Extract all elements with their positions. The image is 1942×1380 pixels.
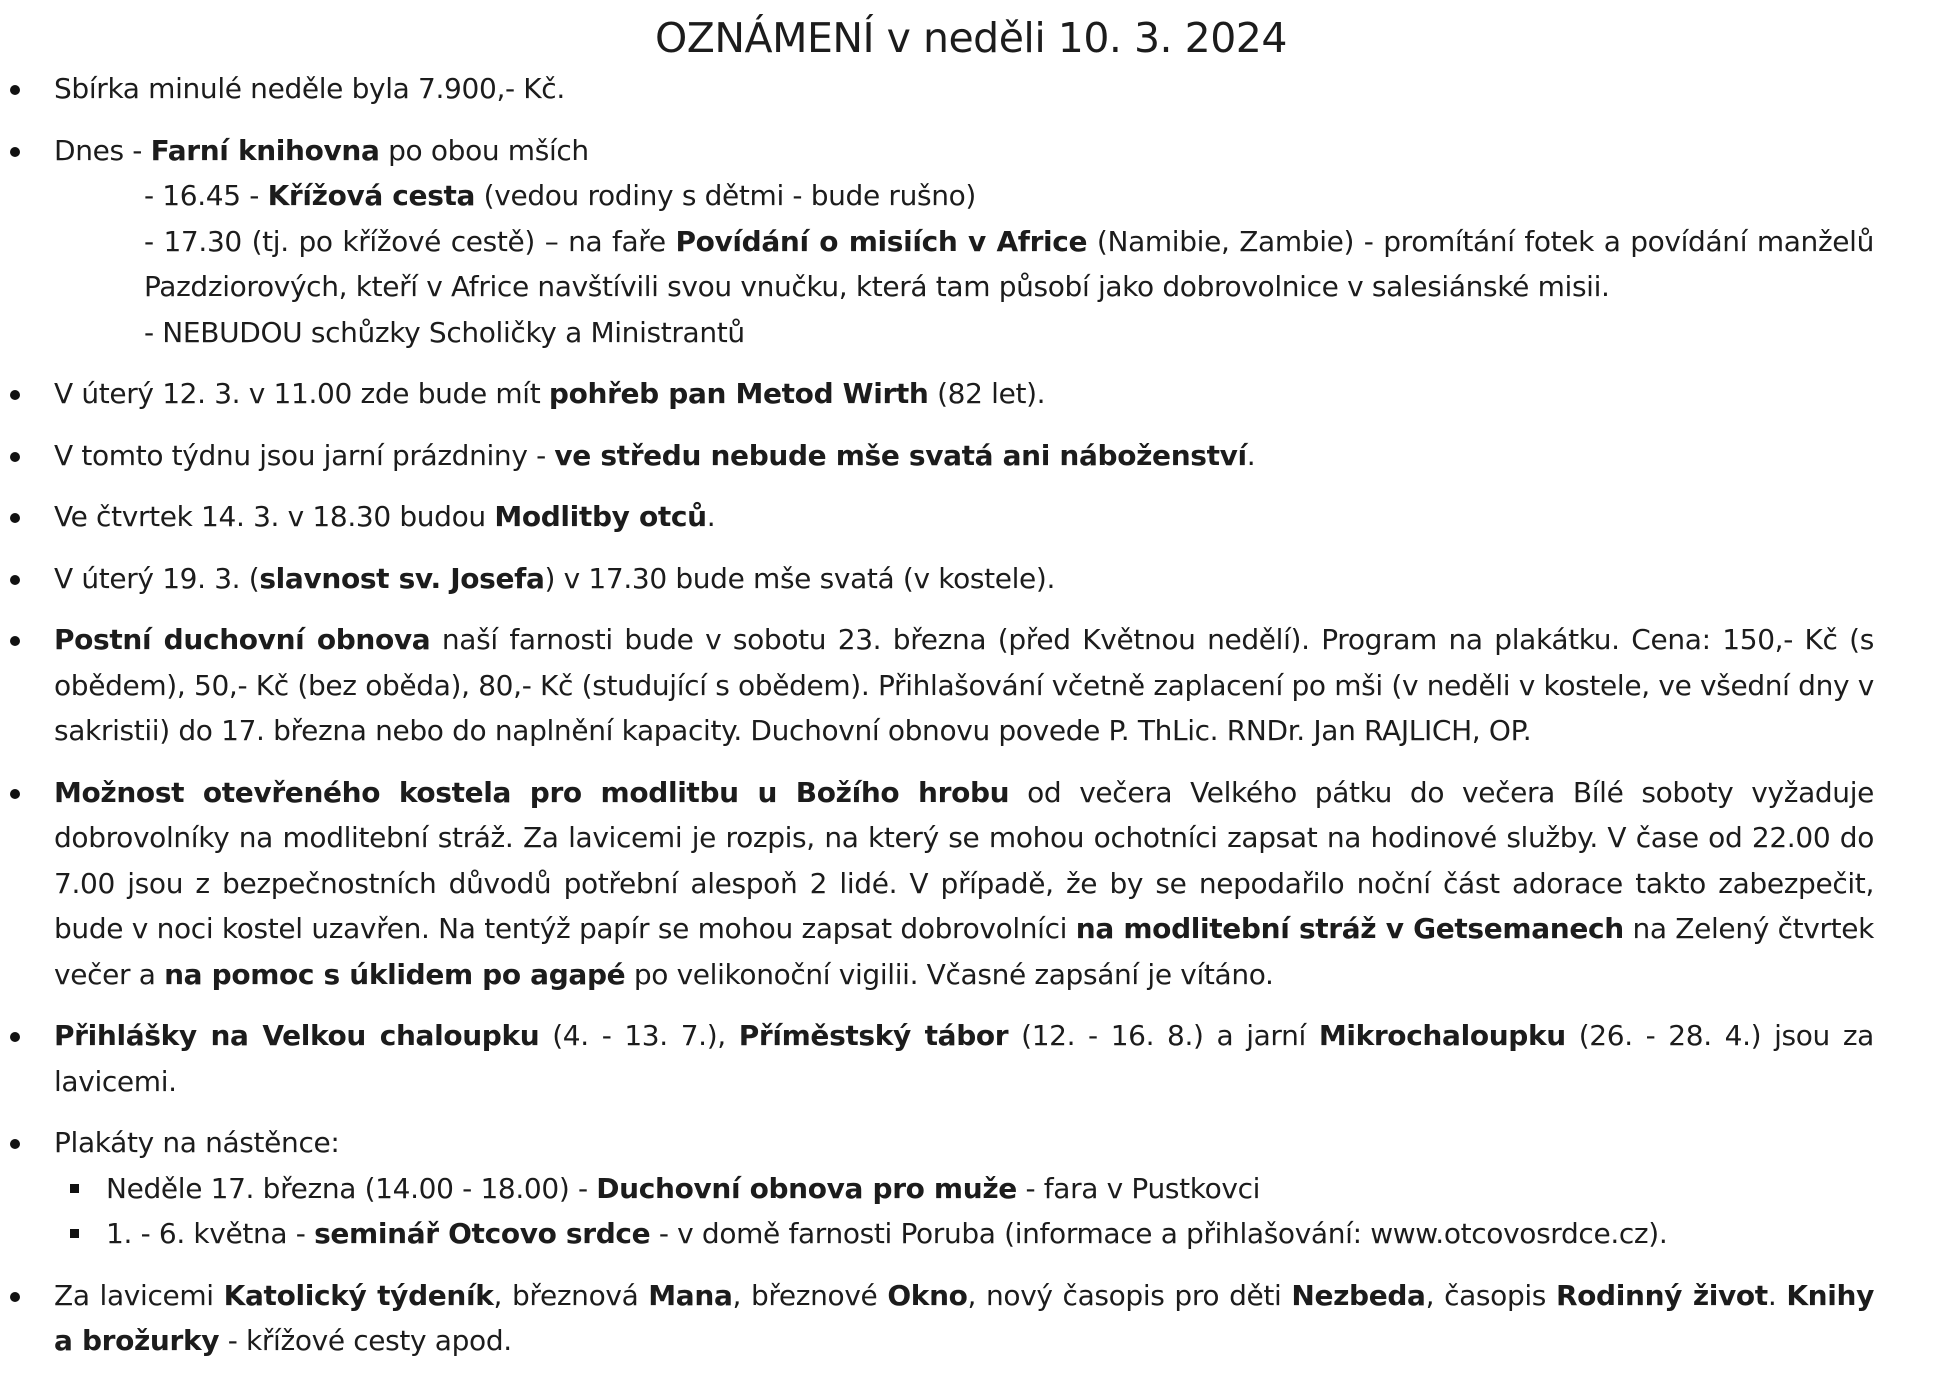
item-highlight: Mikrochaloupku <box>1318 1019 1566 1052</box>
announcement-list <box>0 66 1942 1380</box>
item-text: (Namibie, Zambie) - promítání fotek a povídání manželů Pazdziorových, kteří v Africe navštívili svou vnučku, která tam působí jako dobrovolnice v salesiánské misii. <box>144 224 1875 303</box>
item-text: naší farnosti bude v sobotu 23. března (před Květnou nedělí). Program na plakátku. Cena: 150,- Kč (s obědem), 50,- Kč (bez oběda), 80,- Kč (studující s obědem). Přihlašování včetně zaplacení po mši (v neděli v kostele, ve všední dny v sakristii) do 17. března nebo do naplnění kapacity. Duchovní obnovu povede P. ThLic. RNDr. Jan RAJLICH, OP. <box>54 623 1874 747</box>
list-item-sv-josef <box>0 556 1874 602</box>
item-text: V tomto týdnu jsou jarní prázdniny - <box>54 438 555 472</box>
item-highlight: Farní knihovna <box>150 133 380 167</box>
item-text: (4. - 13. 7.), <box>539 1019 739 1052</box>
item-text: . <box>706 500 716 533</box>
item-highlight: Křížová cesta <box>267 179 476 212</box>
sub-list-plakaty <box>54 1166 1874 1257</box>
bullet-icon <box>10 452 20 462</box>
item-text: (vedou rodiny s dětmi - bude rušno) <box>475 179 976 212</box>
item-text: Ve čtvrtek 14. 3. v 18.30 budou <box>54 500 495 533</box>
list-item-prazdniny <box>0 433 1874 479</box>
item-text: (82 let). <box>928 377 1046 410</box>
item-text: Sbírka minulé neděle byla 7.900,- Kč. <box>54 72 565 105</box>
item-highlight: na pomoc s úklidem po agapé <box>164 957 626 991</box>
item-text: (26. - 28. 4.) jsou za lavicemi. <box>54 1019 1874 1098</box>
list-item-dnes <box>0 128 1874 356</box>
sub-line-schuzky <box>54 310 1874 356</box>
item-highlight: Duchovní obnova pro muže <box>596 1171 1017 1205</box>
bullet-icon <box>10 1139 20 1149</box>
item-highlight: Katolický týdeník <box>223 1278 494 1312</box>
sub-list-item <box>54 1211 1874 1257</box>
item-highlight: Nezbeda <box>1291 1278 1426 1312</box>
item-highlight: Možnost otevřeného kostela pro modlitbu u Božího hrobu <box>54 775 1010 809</box>
item-highlight: Modlitby otců <box>494 500 707 533</box>
square-bullet-icon <box>70 1229 79 1238</box>
item-text: - NEBUDOU schůzky Scholičky a Ministrantů <box>144 315 745 349</box>
item-text: - 16.45 - <box>144 179 268 212</box>
item-text: , časopis <box>1425 1278 1556 1312</box>
bullet-icon <box>10 1292 20 1302</box>
item-text: Dnes - <box>54 133 151 167</box>
item-text: od večera Velkého pátku do večera Bílé soboty vyžaduje dobrovolníky na modlitební stráž. Za lavicemi je rozpis, na který se mohou ochotníci zapsat na hodinové služby. V čase od 22.00 do 7.00 jsou z bezpečnostních důvodů potřební alespoň 2 lidé. V případě, že by se nepodařilo noční část adorace takto zabezpečit, bude v noci kostel uzavřen. Na tentýž papír se mohou zapsat dobrovolníci <box>54 775 1875 945</box>
bullet-icon <box>10 85 20 95</box>
item-text: - v domě farnosti Poruba (informace a přihlašování: www.otcovosrdce.cz). <box>650 1217 1668 1250</box>
page-title: OZNÁMENÍ v neděli 10. 3. 2024 <box>655 14 1287 62</box>
item-text: , březnová <box>493 1278 649 1312</box>
item-text: ) v 17.30 bude mše svatá (v kostele). <box>544 561 1056 595</box>
item-text: V úterý 19. 3. ( <box>54 561 260 595</box>
item-highlight: Knihy a brožurky <box>54 1278 1874 1357</box>
list-item-sbirka <box>0 66 1874 112</box>
square-bullet-icon <box>70 1184 79 1193</box>
item-text: Neděle 17. března (14.00 - 18.00) - <box>106 1171 597 1205</box>
item-highlight: ve středu nebude mše svatá ani náboženství <box>554 438 1247 472</box>
item-text: - fara v Pustkovci <box>1016 1171 1261 1205</box>
sub-line-misie <box>54 219 1874 310</box>
item-highlight: Přihlášky na Velkou chaloupku <box>54 1019 540 1052</box>
sub-line-krizova-cesta <box>54 173 1874 219</box>
list-item-duchovni-obnova <box>0 617 1874 754</box>
item-highlight: slavnost sv. Josefa <box>259 561 545 595</box>
item-text: po velikonoční vigilii. Včasné zapsání je vítáno. <box>625 957 1274 991</box>
item-text: V úterý 12. 3. v 11.00 zde bude mít <box>54 377 549 410</box>
item-text: 1. - 6. května - <box>106 1217 315 1250</box>
bullet-icon <box>10 1032 20 1042</box>
item-text: . <box>1767 1278 1787 1312</box>
item-highlight: Mana <box>648 1278 733 1312</box>
sub-list-item <box>54 1166 1874 1212</box>
list-item-tisk <box>0 1273 1874 1364</box>
item-highlight: Postní duchovní obnova <box>54 623 431 656</box>
bullet-icon <box>10 390 20 400</box>
bullet-icon <box>10 636 20 646</box>
list-item-modlitby-otcu <box>0 494 1874 540</box>
item-text: na Zelený čtvrtek večer a <box>54 912 1874 991</box>
item-highlight: Okno <box>887 1278 968 1312</box>
item-highlight: pohřeb pan Metod Wirth <box>548 377 929 410</box>
bullet-icon <box>10 513 20 523</box>
item-highlight: na modlitební stráž v Getsemanech <box>1075 912 1624 945</box>
bullet-icon <box>10 789 20 799</box>
item-text: (12. - 16. 8.) a jarní <box>1008 1019 1319 1052</box>
item-highlight: seminář Otcovo srdce <box>314 1217 651 1250</box>
item-highlight: Povídání o misiích v Africe <box>675 224 1088 258</box>
item-text: po obou mších <box>379 133 589 167</box>
item-text: - 17.30 (tj. po křížové cestě) – na faře <box>144 224 676 258</box>
item-text: , nový časopis pro děti <box>967 1278 1292 1312</box>
item-highlight: Příměstský tábor <box>738 1019 1009 1052</box>
item-line: Plakáty na nástěnce: <box>54 1126 340 1159</box>
item-text: . <box>1246 438 1256 472</box>
bullet-icon <box>10 147 20 157</box>
list-item-pohreb <box>0 371 1874 417</box>
item-text: , březnové <box>732 1278 888 1312</box>
list-item-prihlasky <box>0 1013 1874 1104</box>
item-highlight: Rodinný život <box>1555 1278 1768 1312</box>
list-item-plakaty <box>0 1120 1874 1257</box>
item-line <box>54 128 1874 174</box>
list-item-bozi-hrob <box>0 770 1874 998</box>
item-text: Za lavicemi <box>54 1278 224 1312</box>
item-text: - křížové cesty apod. <box>219 1324 512 1357</box>
bullet-icon <box>10 575 20 585</box>
